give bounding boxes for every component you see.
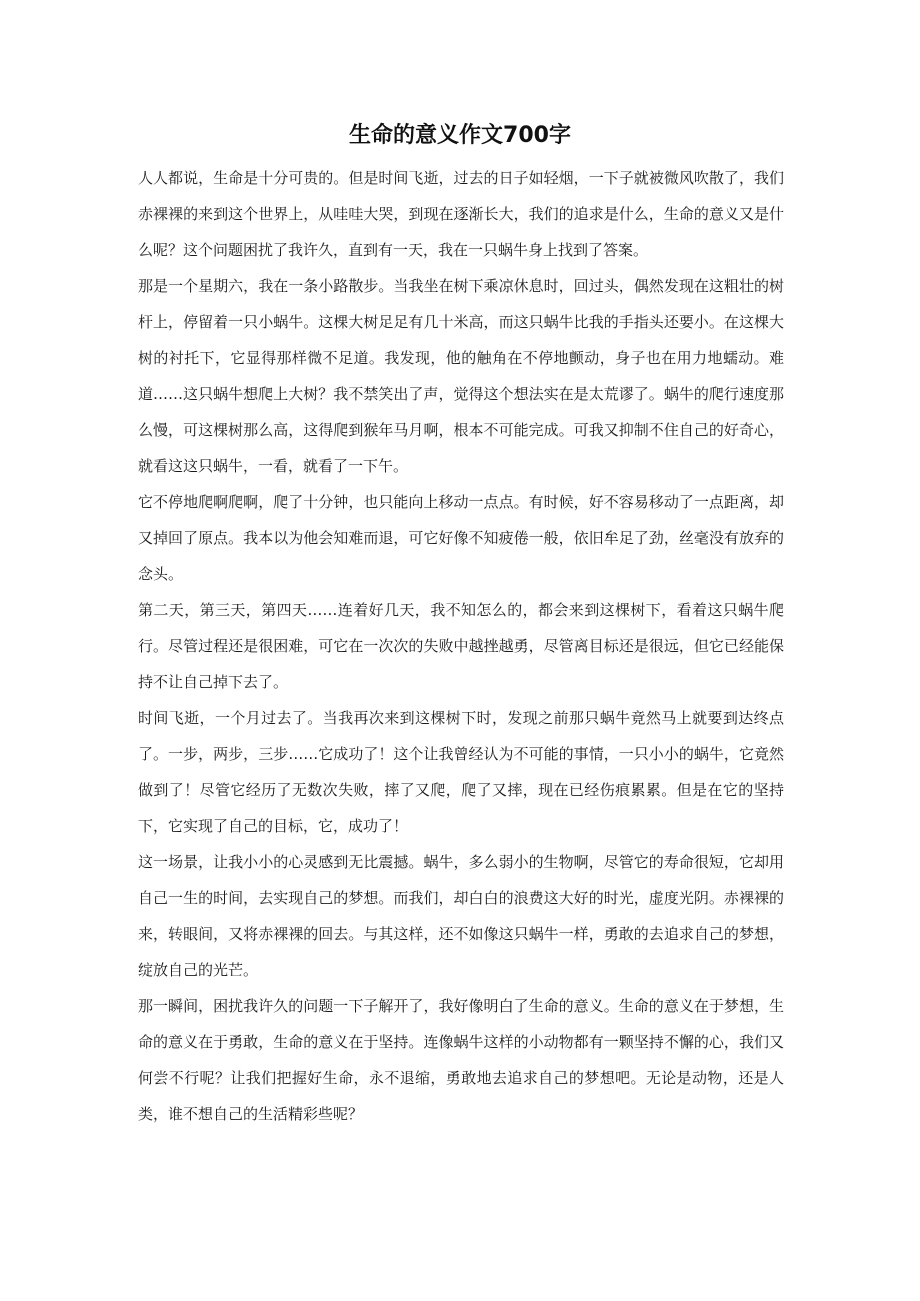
paragraph: 这一场景，让我小小的心灵感到无比震撼。蜗牛，多么弱小的生物啊，尽管它的寿命很短，它却用自己一生的时间，去实现自己的梦想。而我们，却白白的浪费这大好的时光，虚度光阴。赤裸裸的来，转眼间，又将赤裸裸的回去。与其这样，还不如像这只蜗牛一样，勇敢的去追求自己的梦想，绽放自己的光芒。 (138, 853, 784, 979)
paragraph: 它不停地爬啊爬啊，爬了十分钟，也只能向上移动一点点。有时候，好不容易移动了一点距离，却又掉回了原点。我本以为他会知难而退，可它好像不知疲倦一般，依旧牟足了劲，丝毫没有放弃的念头。 (138, 493, 784, 583)
document-body (138, 160, 784, 1132)
paragraph: 那是一个星期六，我在一条小路散步。当我坐在树下乘凉休息时，回过头，偶然发现在这粗壮的树杆上，停留着一只小蜗牛。这棵大树足足有几十米高，而这只蜗牛比我的手指头还要小。在这棵大树的衬托下，它显得那样微不足道。我发现，他的触角在不停地颤动，身子也在用力地蠕动。难道……这只蜗牛想爬上大树？我不禁笑出了声，觉得这个想法实在是太荒谬了。蜗牛的爬行速度那么慢，可这棵树那么高，这得爬到猴年马月啊，根本不可能完成。可我又抑制不住自己的好奇心，就看这这只蜗牛，一看，就看了一下午。 (138, 277, 784, 475)
document-title: 生命的意义作文700字 (349, 123, 571, 148)
paragraph: 第二天，第三天，第四天……连着好几天，我不知怎么的，都会来到这棵树下，看着这只蜗牛爬行。尽管过程还是很困难，可它在一次次的失败中越挫越勇，尽管离目标还是很远，但它已经能保持不让自己掉下去了。 (138, 601, 784, 691)
paragraph: 那一瞬间，困扰我许久的问题一下子解开了，我好像明白了生命的意义。生命的意义在于梦想，生命的意义在于勇敢，生命的意义在于坚持。连像蜗牛这样的小动物都有一颗坚持不懈的心，我们又何尝不行呢？让我们把握好生命，永不退缩，勇敢地去追求自己的梦想吧。无论是动物，还是人类，谁不想自己的生活精彩些呢？ (138, 997, 784, 1123)
paragraph: 人人都说，生命是十分可贵的。但是时间飞逝，过去的日子如轻烟，一下子就被微风吹散了，我们赤裸裸的来到这个世界上，从哇哇大哭，到现在逐渐长大，我们的追求是什么，生命的意义又是什么呢？这个问题困扰了我许久，直到有一天，我在一只蜗牛身上找到了答案。 (138, 169, 784, 259)
paragraph: 时间飞逝，一个月过去了。当我再次来到这棵树下时，发现之前那只蜗牛竟然马上就要到达终点了。一步，两步，三步……它成功了！这个让我曾经认为不可能的事情，一只小小的蜗牛，它竟然做到了！尽管它经历了无数次失败，摔了又爬，爬了又摔，现在已经伤痕累累。但是在它的坚持下，它实现了自己的目标，它，成功了！ (138, 709, 784, 835)
